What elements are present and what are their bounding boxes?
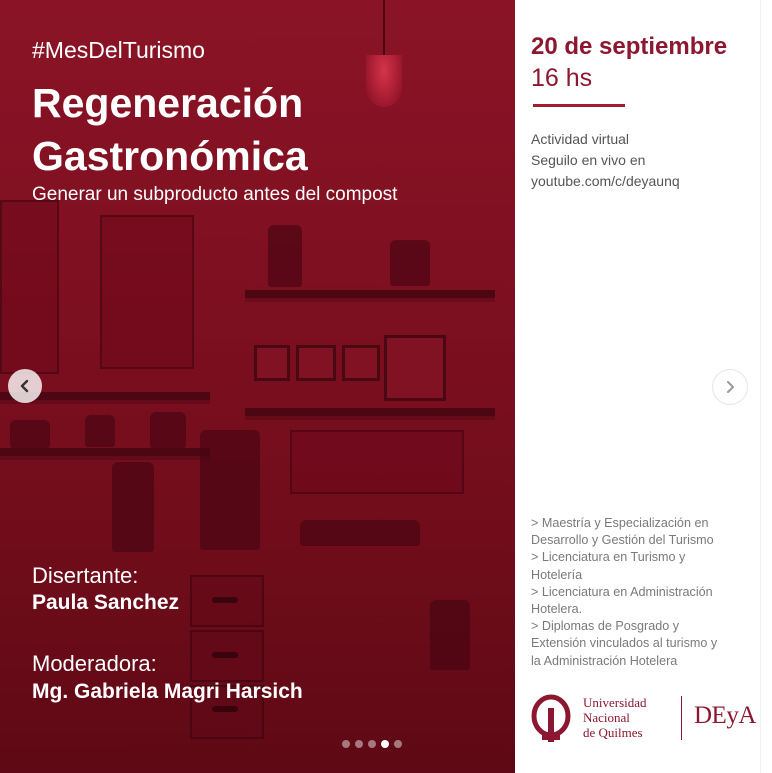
event-date: 20 de septiembre <box>531 33 728 60</box>
logo-divider <box>681 696 682 740</box>
moderator-name: Mg. Gabriela Magri Harsich <box>32 680 303 703</box>
jar-shape <box>85 415 115 447</box>
jar-shape <box>268 225 302 287</box>
program-line: > Diplomas de Posgrado y <box>531 619 680 634</box>
event-mode: Actividad virtual <box>531 131 630 147</box>
carousel-dot[interactable] <box>368 740 376 748</box>
program-line: Hotelera. <box>531 602 583 617</box>
program-line: > Licenciatura en Administración <box>531 584 713 599</box>
carousel-next-button[interactable] <box>712 369 748 405</box>
carousel-dot[interactable] <box>394 740 402 748</box>
lamp-wire <box>383 0 385 58</box>
drawer-handle-shape <box>212 652 238 658</box>
logos <box>531 690 756 746</box>
teapot-shape <box>390 240 430 286</box>
next-slide-edge <box>760 0 772 773</box>
unq-wordmark: Universidad Nacional de Quilmes <box>583 695 647 740</box>
program-line: > Maestría y Especialización en <box>531 516 709 530</box>
picture-frame-shape <box>384 335 446 401</box>
event-stream-label: Seguilo en vivo en <box>531 152 646 168</box>
program-list <box>531 515 753 670</box>
speaker-role: Disertante: <box>32 563 139 588</box>
carousel-prev-button[interactable] <box>8 369 42 403</box>
carousel-dot[interactable] <box>381 740 389 748</box>
speaker-name: Paula Sanchez <box>32 591 180 614</box>
shelf-shape <box>245 290 495 298</box>
picture-frame-shape <box>296 345 336 381</box>
event-title: Regeneración Gastronómica <box>32 80 308 179</box>
hashtag: #MesDelTurismo <box>32 37 205 63</box>
shelf-shape <box>245 408 495 416</box>
jar-shape <box>430 600 470 670</box>
program-line: Extensión vinculados al turismo y <box>531 636 718 651</box>
divider <box>533 104 625 107</box>
deya-logo: DEyA <box>694 702 756 729</box>
counter-items-shape <box>300 520 420 546</box>
program-line: la Administración Hotelera <box>531 653 678 668</box>
jar-shape <box>150 412 186 448</box>
shelf-shape <box>0 448 210 456</box>
chevron-right-icon <box>723 380 737 394</box>
picture-frame-shape <box>254 345 290 381</box>
carousel-indicators <box>342 740 402 748</box>
jar-shape <box>10 420 50 448</box>
event-time: 16 hs <box>531 64 593 92</box>
event-subtitle: Generar un subproducto antes del compost <box>32 184 398 205</box>
picture-frame-shape <box>342 345 380 381</box>
unq-logo-icon <box>531 694 571 742</box>
cabinet-shape <box>0 200 59 374</box>
drawer-handle-shape <box>212 706 238 712</box>
machine-shape <box>200 430 260 550</box>
program-line: Desarrollo y Gestión del Turismo <box>531 533 714 548</box>
carousel-dot[interactable] <box>342 740 350 748</box>
program-line: > Licenciatura en Turismo y <box>531 550 686 565</box>
drawer-handle-shape <box>212 597 238 603</box>
bottle-shape <box>112 462 154 552</box>
chevron-left-icon <box>18 379 32 393</box>
cabinet-shape <box>100 215 194 369</box>
display-case-shape <box>290 430 464 494</box>
moderator-role: Moderadora: <box>32 651 157 676</box>
program-line: Hotelería <box>531 567 583 582</box>
event-stream-url: youtube.com/c/deyaunq <box>531 173 680 189</box>
carousel-dot[interactable] <box>355 740 363 748</box>
event-details <box>531 129 680 192</box>
